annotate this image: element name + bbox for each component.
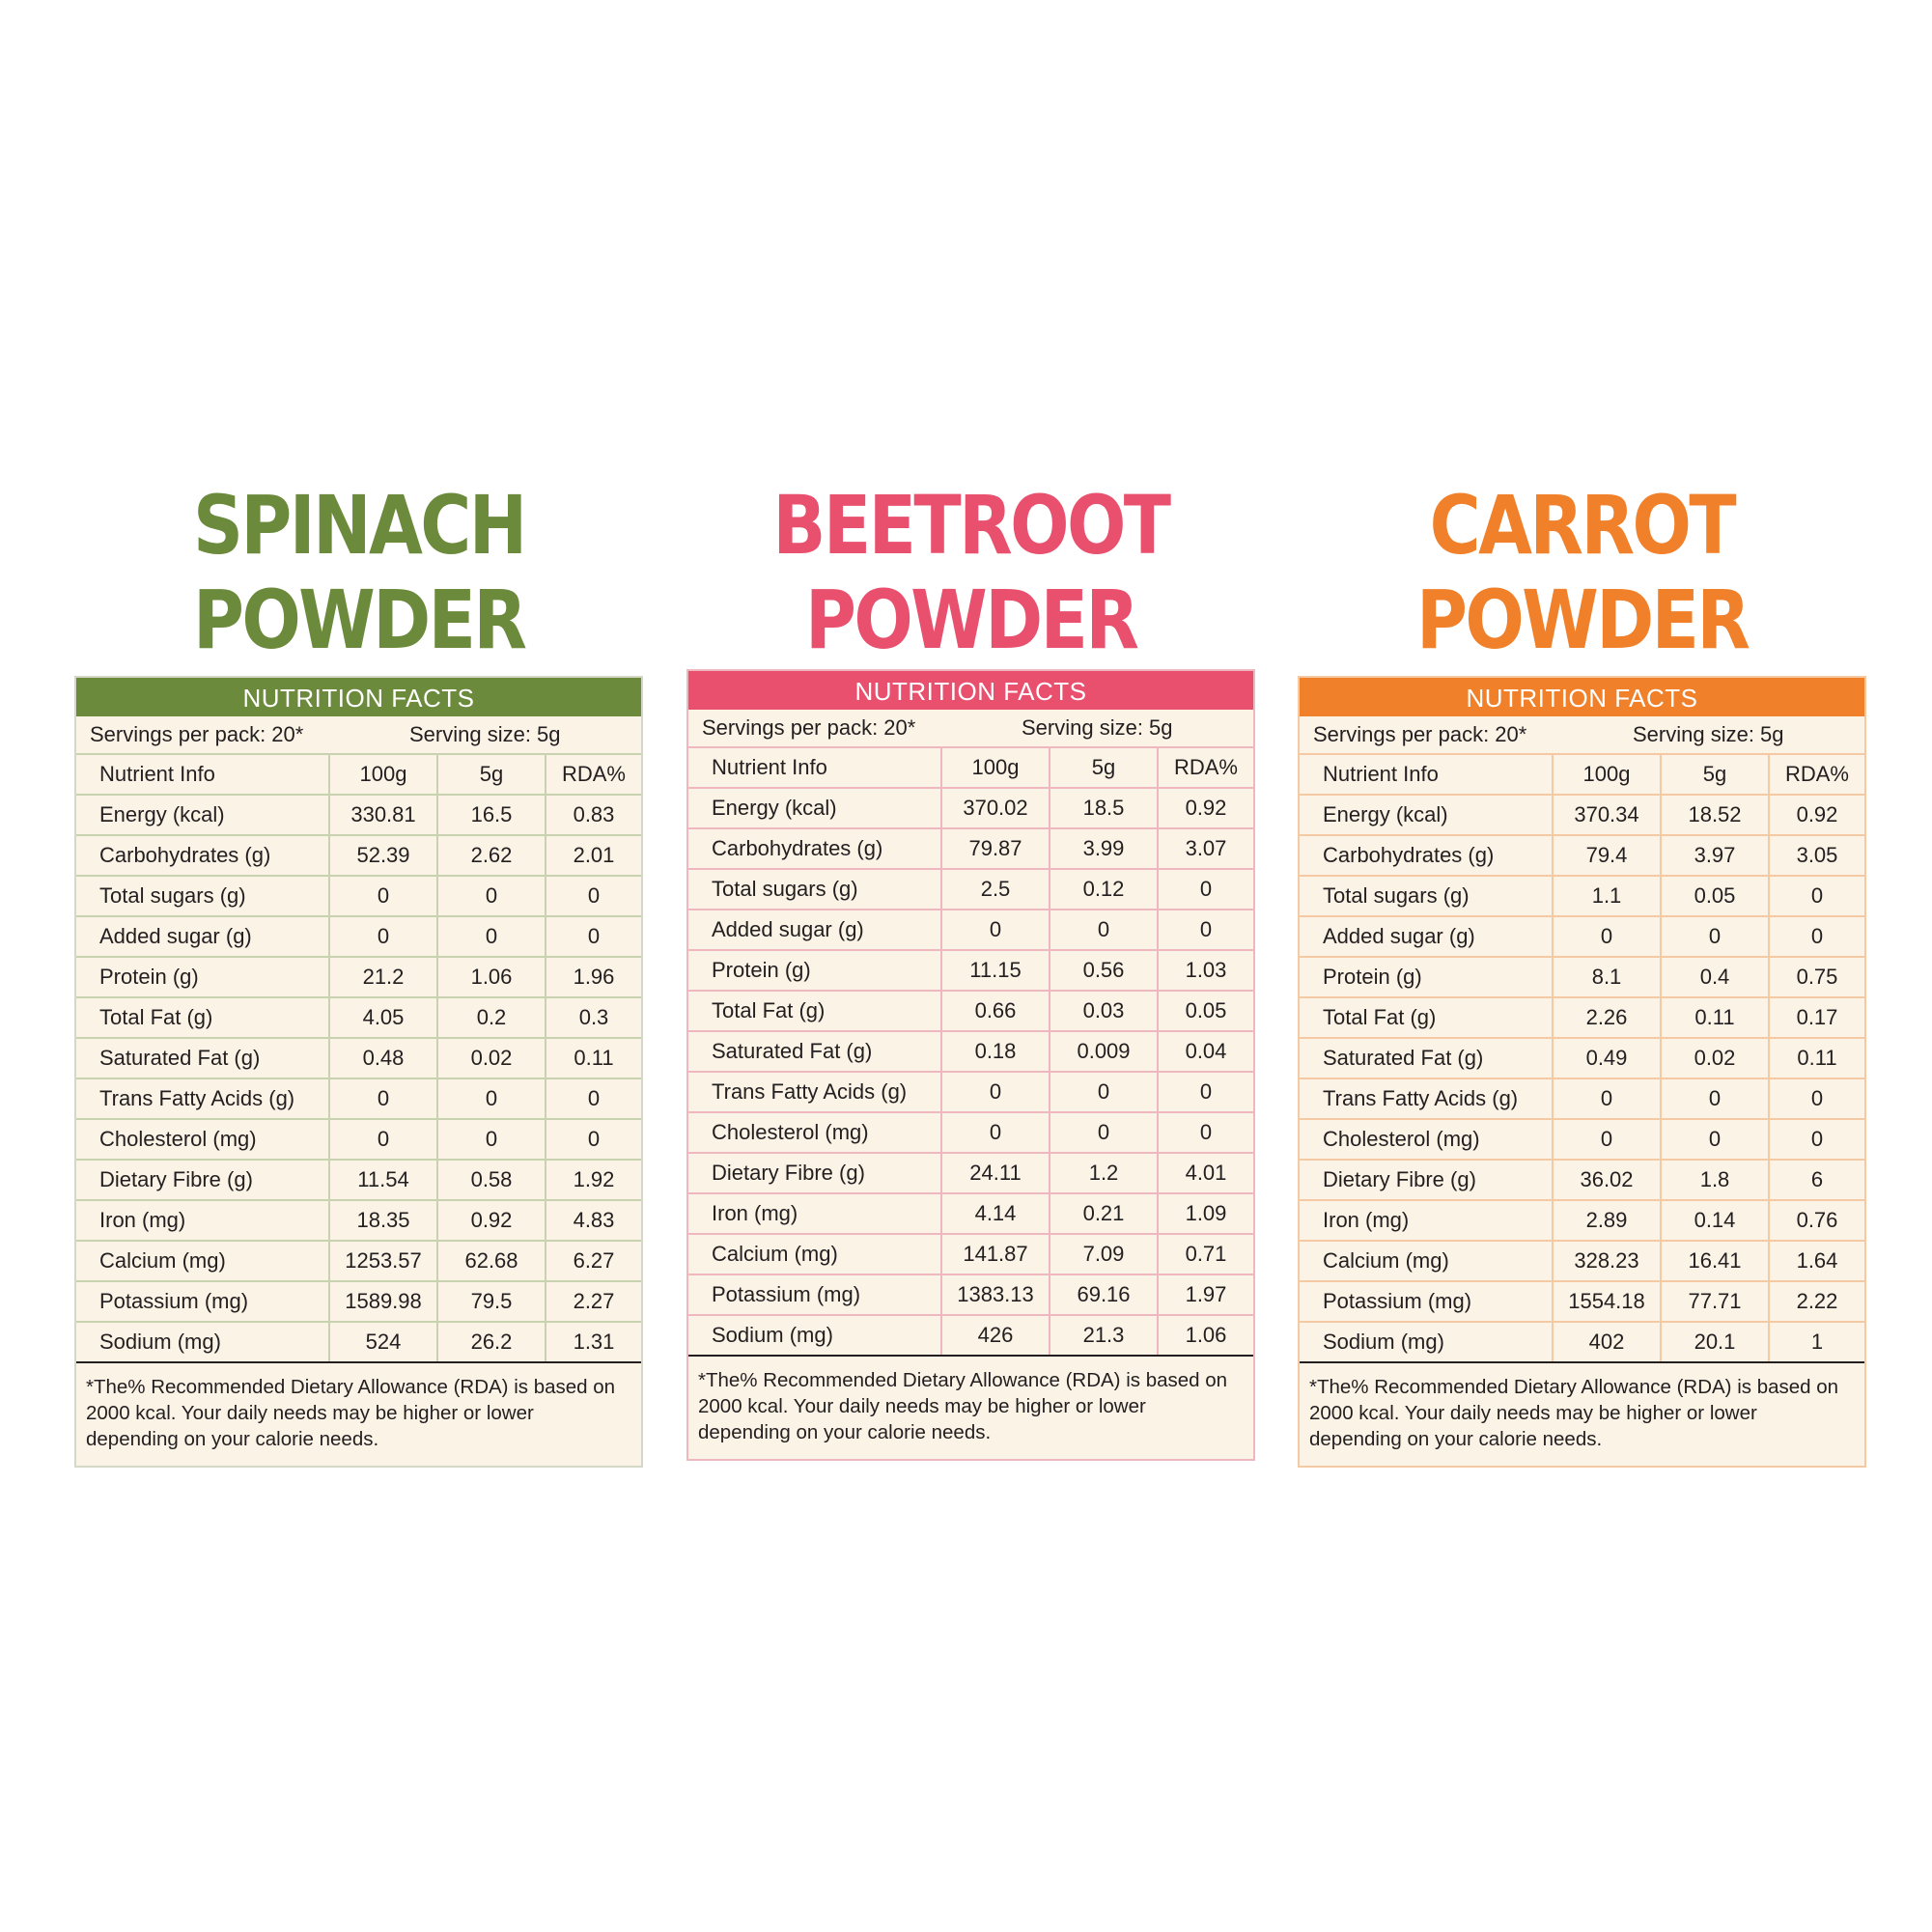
- product-title: [686, 469, 1255, 676]
- nutrient-value: 16.5: [437, 795, 546, 835]
- nutrient-name: Total Fat (g): [76, 997, 329, 1038]
- nutrition-facts-card: [686, 669, 1255, 1461]
- nutrient-value: 0.03: [1050, 991, 1158, 1031]
- table-row: [688, 1193, 1253, 1234]
- nutrition-facts-card: [1298, 676, 1866, 1468]
- serving-size: Serving size: 5g: [1022, 715, 1173, 740]
- nutrient-value: 0: [1661, 916, 1769, 957]
- nutrient-value: 0: [1553, 1078, 1661, 1119]
- nutrient-value: 0: [546, 876, 641, 916]
- table-row: [688, 1234, 1253, 1274]
- table-row: [688, 828, 1253, 869]
- nutrient-value: 0.04: [1158, 1031, 1253, 1072]
- nutrient-value: 69.16: [1050, 1274, 1158, 1315]
- table-row: [76, 1322, 641, 1362]
- table-header-row: [688, 748, 1253, 788]
- nutrient-value: 0.49: [1553, 1038, 1661, 1078]
- nutrient-value: 1: [1769, 1322, 1864, 1362]
- nutrient-value: 0: [1661, 1078, 1769, 1119]
- nutrient-name: Total Fat (g): [1300, 997, 1553, 1038]
- table-row: [76, 795, 641, 835]
- nutrient-value: 0: [1769, 1119, 1864, 1160]
- nutrient-name: Dietary Fibre (g): [1300, 1160, 1553, 1200]
- nutrient-name: Total Fat (g): [688, 991, 941, 1031]
- table-header-row: [1300, 755, 1864, 795]
- nutrient-value: 7.09: [1050, 1234, 1158, 1274]
- nutrient-value: 1.2: [1050, 1153, 1158, 1193]
- nutrient-value: 36.02: [1553, 1160, 1661, 1200]
- table-row: [688, 1031, 1253, 1072]
- nutrient-value: 0: [1553, 1119, 1661, 1160]
- column-header: Nutrient Info: [76, 755, 329, 795]
- nutrient-value: 0.83: [546, 795, 641, 835]
- nutrient-value: 426: [941, 1315, 1050, 1356]
- nutrient-value: 0.14: [1661, 1200, 1769, 1241]
- nutrient-value: 1589.98: [329, 1281, 437, 1322]
- product-title-line2: POWDER: [1415, 573, 1749, 667]
- nutrient-name: Iron (mg): [688, 1193, 941, 1234]
- nutrient-value: 0.92: [437, 1200, 546, 1241]
- nutrient-value: 0: [1158, 1112, 1253, 1153]
- column-header: 100g: [329, 755, 437, 795]
- nutrient-name: Trans Fatty Acids (g): [1300, 1078, 1553, 1119]
- column-header: 100g: [941, 748, 1050, 788]
- nutrient-value: 0.71: [1158, 1234, 1253, 1274]
- nutrient-name: Saturated Fat (g): [688, 1031, 941, 1072]
- nutrient-value: 0.2: [437, 997, 546, 1038]
- nutrient-value: 1.09: [1158, 1193, 1253, 1234]
- table-row: [1300, 876, 1864, 916]
- nutrient-value: 1.92: [546, 1160, 641, 1200]
- nutrient-value: 0.17: [1769, 997, 1864, 1038]
- table-row: [76, 1038, 641, 1078]
- nutrient-value: 0: [329, 1119, 437, 1160]
- spinach-panel: [74, 469, 643, 1468]
- nutrient-value: 0.76: [1769, 1200, 1864, 1241]
- nutrient-value: 0.12: [1050, 869, 1158, 910]
- nutrient-name: Sodium (mg): [1300, 1322, 1553, 1362]
- nutrient-value: 0.3: [546, 997, 641, 1038]
- product-title: [74, 469, 643, 676]
- nutrient-value: 0.11: [546, 1038, 641, 1078]
- product-title-line1: CARROT: [1429, 478, 1735, 573]
- nutrient-name: Protein (g): [76, 957, 329, 997]
- rda-footnote: *The% Recommended Dietary Allowance (RDA) is based on 2000 kcal. Your daily needs may be higher or lower depending on your calorie needs.: [1309, 1376, 1839, 1450]
- product-title-line1: SPINACH: [192, 478, 525, 573]
- nutrient-name: Saturated Fat (g): [76, 1038, 329, 1078]
- product-title-line1: BEETROOT: [772, 478, 1169, 573]
- table-row: [688, 950, 1253, 991]
- nutrient-value: 52.39: [329, 835, 437, 876]
- nutrient-name: Carbohydrates (g): [76, 835, 329, 876]
- nutrient-value: 4.14: [941, 1193, 1050, 1234]
- nutrient-value: 2.5: [941, 869, 1050, 910]
- nutrient-value: 0: [329, 916, 437, 957]
- nutrient-value: 0: [1050, 1072, 1158, 1112]
- nutrient-value: 1.06: [1158, 1315, 1253, 1356]
- nutrition-table: [688, 748, 1253, 1357]
- nutrient-value: 62.68: [437, 1241, 546, 1281]
- nutrient-value: 0: [437, 916, 546, 957]
- nutrient-value: 1.31: [546, 1322, 641, 1362]
- table-row: [76, 1200, 641, 1241]
- product-title: [1298, 469, 1866, 676]
- nutrient-value: 0.58: [437, 1160, 546, 1200]
- nutrient-value: 0: [941, 1072, 1050, 1112]
- nutrient-value: 0: [329, 876, 437, 916]
- nutrient-value: 6.27: [546, 1241, 641, 1281]
- nutrient-name: Total sugars (g): [76, 876, 329, 916]
- nutrient-name: Protein (g): [688, 950, 941, 991]
- nutrient-value: 1.06: [437, 957, 546, 997]
- nutrient-value: 2.22: [1769, 1281, 1864, 1322]
- nutrient-value: 0.66: [941, 991, 1050, 1031]
- nutrition-facts-heading: NUTRITION FACTS: [1300, 678, 1864, 716]
- table-row: [1300, 957, 1864, 997]
- nutrient-value: 0: [1769, 876, 1864, 916]
- nutrition-facts-heading: NUTRITION FACTS: [688, 671, 1253, 710]
- nutrient-value: 0: [546, 916, 641, 957]
- nutrient-name: Dietary Fibre (g): [688, 1153, 941, 1193]
- column-header: RDA%: [1769, 755, 1864, 795]
- serving-size: Serving size: 5g: [1633, 722, 1784, 746]
- nutrient-value: 0: [437, 876, 546, 916]
- nutrient-value: 1253.57: [329, 1241, 437, 1281]
- column-header: Nutrient Info: [1300, 755, 1553, 795]
- nutrition-facts-card: [74, 676, 643, 1468]
- nutrient-value: 21.3: [1050, 1315, 1158, 1356]
- nutrient-name: Total sugars (g): [688, 869, 941, 910]
- table-row: [1300, 795, 1864, 835]
- nutrient-name: Trans Fatty Acids (g): [688, 1072, 941, 1112]
- nutrient-value: 77.71: [1661, 1281, 1769, 1322]
- serving-size: Serving size: 5g: [409, 722, 561, 746]
- nutrient-name: Added sugar (g): [1300, 916, 1553, 957]
- nutrient-name: Potassium (mg): [76, 1281, 329, 1322]
- table-row: [1300, 1281, 1864, 1322]
- nutrient-value: 4.83: [546, 1200, 641, 1241]
- column-header: 5g: [437, 755, 546, 795]
- nutrient-value: 2.89: [1553, 1200, 1661, 1241]
- nutrient-value: 0: [329, 1078, 437, 1119]
- nutrient-value: 3.97: [1661, 835, 1769, 876]
- nutrient-value: 0.05: [1661, 876, 1769, 916]
- nutrient-name: Total sugars (g): [1300, 876, 1553, 916]
- nutrition-table: [1300, 755, 1864, 1363]
- nutrient-name: Carbohydrates (g): [1300, 835, 1553, 876]
- servings-per-pack: Servings per pack: 20*: [90, 722, 304, 746]
- nutrient-value: 0.48: [329, 1038, 437, 1078]
- nutrient-value: 0.4: [1661, 957, 1769, 997]
- nutrient-name: Cholesterol (mg): [1300, 1119, 1553, 1160]
- nutrient-value: 1383.13: [941, 1274, 1050, 1315]
- nutrient-name: Potassium (mg): [688, 1274, 941, 1315]
- nutrient-value: 2.26: [1553, 997, 1661, 1038]
- table-row: [688, 910, 1253, 950]
- nutrient-value: 2.62: [437, 835, 546, 876]
- column-header: 5g: [1050, 748, 1158, 788]
- nutrient-name: Energy (kcal): [76, 795, 329, 835]
- table-row: [1300, 1078, 1864, 1119]
- nutrient-name: Added sugar (g): [76, 916, 329, 957]
- nutrient-value: 18.35: [329, 1200, 437, 1241]
- table-row: [76, 997, 641, 1038]
- table-row: [688, 1315, 1253, 1356]
- nutrition-facts-heading: NUTRITION FACTS: [76, 678, 641, 716]
- nutrient-value: 20.1: [1661, 1322, 1769, 1362]
- nutrient-value: 370.34: [1553, 795, 1661, 835]
- nutrient-value: 402: [1553, 1322, 1661, 1362]
- nutrient-value: 2.27: [546, 1281, 641, 1322]
- table-row: [76, 1160, 641, 1200]
- nutrient-name: Calcium (mg): [76, 1241, 329, 1281]
- nutrient-value: 0: [1553, 916, 1661, 957]
- rda-footnote: *The% Recommended Dietary Allowance (RDA) is based on 2000 kcal. Your daily needs may be higher or lower depending on your calorie needs.: [698, 1369, 1228, 1443]
- nutrient-name: Cholesterol (mg): [76, 1119, 329, 1160]
- nutrient-value: 0.11: [1661, 997, 1769, 1038]
- table-row: [688, 991, 1253, 1031]
- table-header-row: [76, 755, 641, 795]
- nutrient-value: 8.1: [1553, 957, 1661, 997]
- column-header: RDA%: [546, 755, 641, 795]
- nutrient-value: 0.009: [1050, 1031, 1158, 1072]
- nutrient-value: 141.87: [941, 1234, 1050, 1274]
- table-row: [76, 916, 641, 957]
- nutrient-value: 1.03: [1158, 950, 1253, 991]
- nutrient-name: Calcium (mg): [688, 1234, 941, 1274]
- nutrient-name: Calcium (mg): [1300, 1241, 1553, 1281]
- table-row: [1300, 1160, 1864, 1200]
- nutrient-name: Cholesterol (mg): [688, 1112, 941, 1153]
- serving-info: [1300, 716, 1864, 755]
- nutrient-value: 24.11: [941, 1153, 1050, 1193]
- table-row: [688, 869, 1253, 910]
- table-row: [76, 835, 641, 876]
- nutrient-value: 1.64: [1769, 1241, 1864, 1281]
- nutrient-value: 21.2: [329, 957, 437, 997]
- table-row: [1300, 997, 1864, 1038]
- nutrient-value: 0: [1050, 1112, 1158, 1153]
- table-row: [1300, 1241, 1864, 1281]
- servings-per-pack: Servings per pack: 20*: [702, 715, 916, 740]
- nutrient-value: 1.96: [546, 957, 641, 997]
- nutrient-value: 0: [546, 1078, 641, 1119]
- nutrient-value: 328.23: [1553, 1241, 1661, 1281]
- nutrient-value: 0.18: [941, 1031, 1050, 1072]
- carrot-panel: [1298, 469, 1866, 1468]
- nutrient-name: Added sugar (g): [688, 910, 941, 950]
- column-header: RDA%: [1158, 748, 1253, 788]
- nutrient-value: 0: [546, 1119, 641, 1160]
- nutrient-value: 0: [941, 910, 1050, 950]
- column-header: 5g: [1661, 755, 1769, 795]
- nutrition-table: [76, 755, 641, 1363]
- nutrient-value: 524: [329, 1322, 437, 1362]
- nutrient-value: 0: [1158, 1072, 1253, 1112]
- nutrient-value: 3.07: [1158, 828, 1253, 869]
- nutrient-value: 0.05: [1158, 991, 1253, 1031]
- nutrient-value: 26.2: [437, 1322, 546, 1362]
- nutrient-value: 11.54: [329, 1160, 437, 1200]
- table-row: [688, 1153, 1253, 1193]
- nutrient-value: 16.41: [1661, 1241, 1769, 1281]
- nutrient-name: Iron (mg): [1300, 1200, 1553, 1241]
- nutrient-name: Trans Fatty Acids (g): [76, 1078, 329, 1119]
- nutrient-value: 79.5: [437, 1281, 546, 1322]
- nutrient-value: 79.4: [1553, 835, 1661, 876]
- nutrient-name: Sodium (mg): [688, 1315, 941, 1356]
- nutrient-value: 4.01: [1158, 1153, 1253, 1193]
- table-row: [1300, 916, 1864, 957]
- nutrient-value: 3.05: [1769, 835, 1864, 876]
- nutrient-value: 330.81: [329, 795, 437, 835]
- servings-per-pack: Servings per pack: 20*: [1313, 722, 1527, 746]
- table-row: [688, 1112, 1253, 1153]
- nutrient-value: 18.5: [1050, 788, 1158, 828]
- nutrient-value: 0: [437, 1119, 546, 1160]
- nutrient-value: 3.99: [1050, 828, 1158, 869]
- nutrient-name: Energy (kcal): [688, 788, 941, 828]
- nutrient-value: 0.92: [1158, 788, 1253, 828]
- nutrient-name: Iron (mg): [76, 1200, 329, 1241]
- nutrient-value: 11.15: [941, 950, 1050, 991]
- nutrient-value: 18.52: [1661, 795, 1769, 835]
- product-title-line2: POWDER: [192, 573, 525, 667]
- table-row: [688, 1072, 1253, 1112]
- nutrient-value: 0.02: [1661, 1038, 1769, 1078]
- nutrient-value: 0.92: [1769, 795, 1864, 835]
- table-row: [688, 1274, 1253, 1315]
- nutrient-value: 0: [1661, 1119, 1769, 1160]
- nutrient-value: 1554.18: [1553, 1281, 1661, 1322]
- table-row: [688, 788, 1253, 828]
- table-row: [76, 876, 641, 916]
- table-row: [1300, 1322, 1864, 1362]
- nutrient-value: 0: [1158, 910, 1253, 950]
- nutrient-name: Potassium (mg): [1300, 1281, 1553, 1322]
- nutrient-value: 0.11: [1769, 1038, 1864, 1078]
- table-row: [76, 1281, 641, 1322]
- serving-info: [76, 716, 641, 755]
- nutrient-value: 4.05: [329, 997, 437, 1038]
- table-row: [76, 1078, 641, 1119]
- rda-footnote: *The% Recommended Dietary Allowance (RDA) is based on 2000 kcal. Your daily needs may be higher or lower depending on your calorie needs.: [86, 1376, 616, 1450]
- nutrient-value: 6: [1769, 1160, 1864, 1200]
- nutrient-name: Energy (kcal): [1300, 795, 1553, 835]
- table-row: [76, 1119, 641, 1160]
- product-title-line2: POWDER: [804, 573, 1137, 667]
- nutrient-value: 0: [1158, 869, 1253, 910]
- table-row: [1300, 1200, 1864, 1241]
- nutrient-name: Carbohydrates (g): [688, 828, 941, 869]
- nutrient-value: 0.21: [1050, 1193, 1158, 1234]
- serving-info: [688, 710, 1253, 748]
- nutrient-value: 0: [941, 1112, 1050, 1153]
- nutrient-value: 0.56: [1050, 950, 1158, 991]
- table-row: [1300, 1119, 1864, 1160]
- column-header: 100g: [1553, 755, 1661, 795]
- nutrient-name: Saturated Fat (g): [1300, 1038, 1553, 1078]
- table-row: [76, 957, 641, 997]
- table-row: [1300, 835, 1864, 876]
- nutrient-name: Protein (g): [1300, 957, 1553, 997]
- nutrient-value: 2.01: [546, 835, 641, 876]
- nutrient-name: Dietary Fibre (g): [76, 1160, 329, 1200]
- nutrient-value: 0: [1050, 910, 1158, 950]
- nutrient-value: 79.87: [941, 828, 1050, 869]
- table-row: [1300, 1038, 1864, 1078]
- column-header: Nutrient Info: [688, 748, 941, 788]
- table-row: [76, 1241, 641, 1281]
- beetroot-panel: [686, 469, 1255, 1461]
- nutrient-value: 0.75: [1769, 957, 1864, 997]
- nutrient-value: 1.8: [1661, 1160, 1769, 1200]
- nutrient-value: 0: [437, 1078, 546, 1119]
- nutrient-value: 0.02: [437, 1038, 546, 1078]
- nutrient-value: 1.97: [1158, 1274, 1253, 1315]
- nutrient-value: 0: [1769, 916, 1864, 957]
- nutrient-value: 1.1: [1553, 876, 1661, 916]
- nutrient-value: 370.02: [941, 788, 1050, 828]
- nutrient-value: 0: [1769, 1078, 1864, 1119]
- nutrient-name: Sodium (mg): [76, 1322, 329, 1362]
